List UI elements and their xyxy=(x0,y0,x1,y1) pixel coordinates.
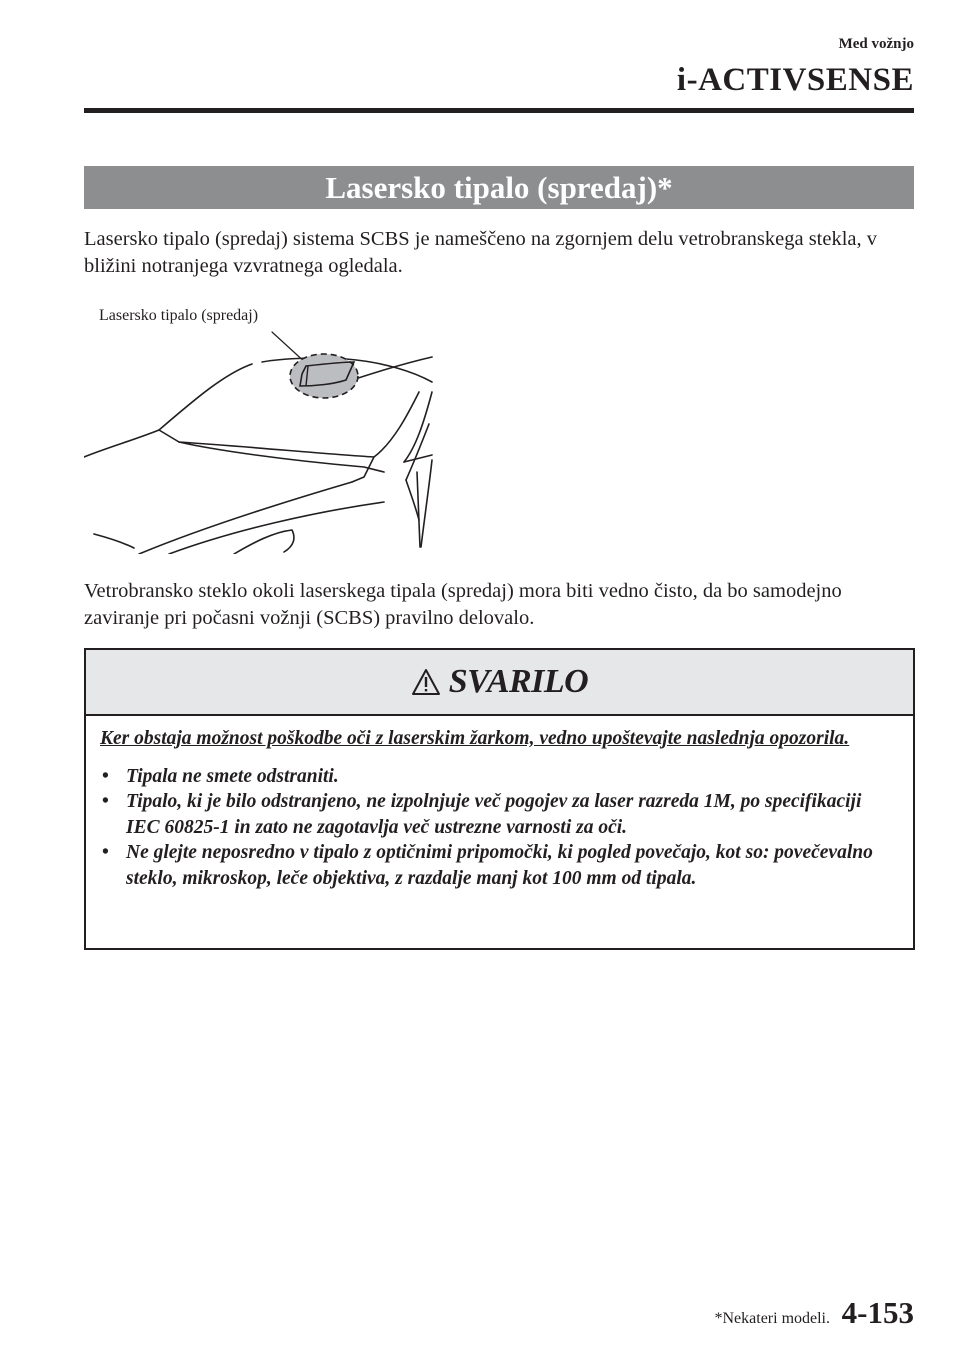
warning-body xyxy=(86,716,913,891)
bullet: • xyxy=(102,765,109,787)
bullet: • xyxy=(102,791,109,812)
warning-list xyxy=(100,764,899,892)
warning-intro: Ker obstaja možnost poškodbe oči z laserskim žarkom, vedno upoštevajte naslednja opozorila. xyxy=(100,728,850,749)
bullet: • xyxy=(102,842,109,863)
intro-paragraph: Lasersko tipalo (spredaj) sistema SCBS je nameščeno na zgornjem delu vetrobranskega stekla, v bližini notranjega vzvratnega ogledala. xyxy=(84,228,878,277)
list-item xyxy=(100,840,899,891)
list-item-text: Ne glejte neposredno v tipalo z optičnimi pripomočki, ki pogled povečajo, kot so: povečevalno steklo, mikroskop, leče objektiva, z razdalje manj kot 100 mm od tipala. xyxy=(126,842,873,889)
header-rule xyxy=(84,108,914,113)
chapter-title: i-ACTIVSENSE xyxy=(676,62,914,98)
footnote: *Nekateri modeli. xyxy=(714,1310,830,1327)
warning-title: SVARILO xyxy=(448,663,589,700)
section-title: Lasersko tipalo (spredaj)* xyxy=(84,166,914,209)
sensor-location-figure xyxy=(84,302,444,554)
list-item-text: Tipalo, ki je bilo odstranjeno, ne izpolnjuje več pogojev za laser razreda 1M, po specifikaciji IEC 60825-1 in zato ne zagotavlja več ustrezne varnosti za oči. xyxy=(126,791,862,838)
chapter-subtitle: Med vožnjo xyxy=(838,36,914,52)
cleaning-paragraph: Vetrobransko steklo okoli laserskega tipala (spredaj) mora biti vedno čisto, da bo samodejno zaviranje pri počasni vožnji (SCBS) pravilno delovalo. xyxy=(84,580,842,629)
sensor-callout-label: Lasersko tipalo (spredaj) xyxy=(99,307,259,324)
list-item xyxy=(100,764,899,790)
list-item xyxy=(100,789,899,840)
warning-box xyxy=(84,648,915,950)
warning-header xyxy=(86,650,913,716)
page-number: 4-153 xyxy=(841,1295,914,1330)
warning-triangle-icon xyxy=(411,668,441,696)
list-item-text: Tipala ne smete odstraniti. xyxy=(126,765,339,787)
car-windshield-illustration xyxy=(84,302,444,554)
